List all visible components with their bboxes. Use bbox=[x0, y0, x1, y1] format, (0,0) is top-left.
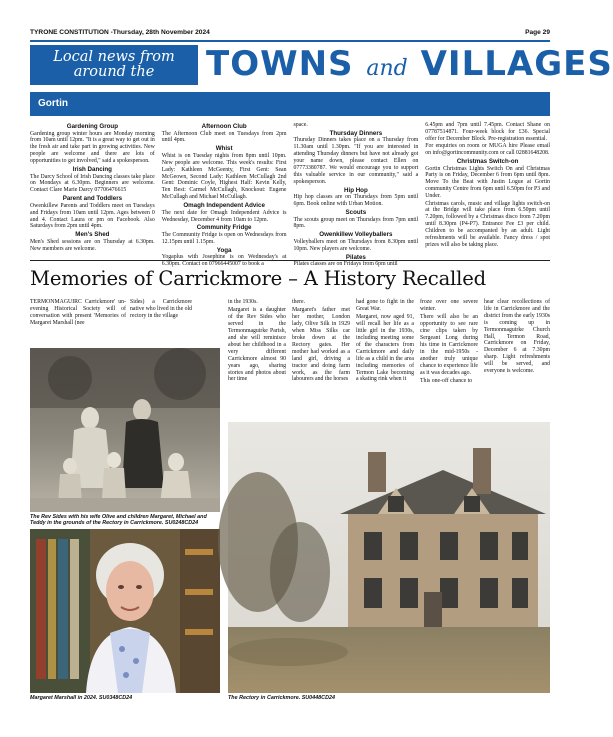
notice-heading: Pilates bbox=[345, 253, 366, 261]
story-text: There will also be an opportunity to see rare cine clips taken by Sergeant Long during his time in Carrickmore in the mid-1950s - another truly unique chance to experience life as it was decades ago. bbox=[420, 314, 478, 376]
notice-heading: Hip Hop bbox=[344, 186, 368, 194]
story-column-5 bbox=[356, 299, 414, 419]
rectory-photo-image bbox=[228, 422, 550, 693]
title-villages: VILLAGES bbox=[420, 44, 613, 84]
story-text: had gone to fight in the Great War. bbox=[356, 299, 414, 312]
story-text: froze over one severe winter. bbox=[420, 299, 478, 312]
rectory-photo-caption: The Rectory in Carrickmore. SU0448CD24 bbox=[228, 695, 335, 701]
portrait-photo-caption: Margaret Marshall in 2024. SU0348CD24 bbox=[30, 695, 133, 701]
notice-heading: Omagh Independent Advice bbox=[183, 202, 265, 210]
tagline-line-1: Local news from bbox=[53, 49, 175, 65]
paper-date-line: TYRONE CONSTITUTION -Thursday, 28th November 2024 bbox=[30, 28, 210, 36]
story-text: This one-off chance to bbox=[420, 377, 473, 384]
portrait-photo bbox=[30, 529, 220, 693]
notice-body: The scouts group meet on Thursdays from 7pm until 8pm. bbox=[293, 216, 419, 230]
section-bar-gortin: Gortin bbox=[30, 92, 550, 116]
notice-heading: Christmas Switch-on bbox=[456, 158, 519, 166]
notice-heading: Parent and Toddlers bbox=[62, 195, 123, 203]
notice-heading: Men's Shed bbox=[75, 231, 110, 239]
notice-heading: Scouts bbox=[345, 209, 367, 217]
running-head bbox=[30, 26, 550, 38]
tagline-line-2: around the bbox=[73, 64, 155, 80]
notice-body: The Community Fridge is open on Wednesdays from 12.15pm until 1.15pm. bbox=[161, 231, 287, 245]
notice-body: Hip hop classes are on Thursdays from 5pm until 6pm. Book online with Urban Motion. bbox=[293, 194, 419, 208]
notice-body: Men's Shed sessions are on Thursday at 6.30pm. New members are welcome. bbox=[30, 238, 155, 252]
story-text: hear clear recollections of life in Carrickmore and the district from the early 1930s is coming up in Termonmaguirke Church Hall, Termon Road, Carrickmore on Friday, December 6 at 7.30pm sharp. Light refreshments will be served, and everyone is welcome. bbox=[484, 299, 550, 375]
notice-heading: Afternoon Club bbox=[201, 123, 247, 130]
rectory-photo bbox=[228, 422, 550, 693]
story-text: in the 1930s. bbox=[228, 299, 258, 305]
notice-body: Pilates classes are on Fridays from 6pm until bbox=[293, 261, 398, 268]
story-column-7 bbox=[484, 299, 550, 419]
story-text: Margaret, now aged 91, will recall her life as a little girl in the 1930s, including meeting some of the characters from Carrickmore and daily life as a child in the area including memories of Termon Lake becoming a skating rink when it bbox=[356, 314, 414, 383]
notice-body: Christmas carols, music and village lights switch-on at the Bridge will take place from 6.50pm until 7.20pm, followed by a Christmas disco from 7.20pm until 8.30pm (P4-P7). Entrance Fee £3 per child. Children to be accompanied by an adult. Light refreshments will be available. Fancy dress / spot prizes will also be taking place. bbox=[425, 200, 550, 248]
notice-body: The Darcy School of Irish Dancing classes take place on Mondays at 6.30pm. Beginners are welcome. Contact Clare Marie Darcy 07706476615 bbox=[30, 173, 155, 194]
family-photo bbox=[30, 348, 220, 512]
story-column-4 bbox=[292, 299, 350, 419]
notice-heading: Yoga bbox=[216, 246, 232, 254]
notice-column-1 bbox=[30, 122, 155, 260]
page-number: Page 29 bbox=[525, 28, 550, 36]
story-text: Margaret's father met her mother, London lady, Olive Silk in 1929 when Miss Silks car broke down at the Rectory gates. Her mother had worked as a land girl, driving a tractor and doing farm work, as the farm labourers and the horses bbox=[292, 307, 350, 383]
notice-body: Whist is on Tuesday nights from 8pm until 10pm. New people are welcome. This week's results: First Lady: Kathleen McGeenty, First Gent: Sean McGeown, Second Lady: Kathleen McCullagh 2nd Gent: Dominic Coyle, Highest Half: Kevin Kelly, Ten Best: Carmel McCullagh, Knockout: Eugene McCullagh and Michael McCullagh. bbox=[161, 152, 287, 201]
article-headline: Memories of Carrickmore – A History Recalled bbox=[30, 260, 550, 296]
masthead-tagline bbox=[30, 45, 198, 85]
notice-heading: Owenkillew Volleyballers bbox=[319, 231, 393, 239]
notice-body: Gortin Christmas Lights Switch On and Christmas Party is on Friday, December 6 from 6pm until 8pm. Move To the Beat with Justin Logue at Gortin community Centre from 6pm until 6.50pm for P3 and Under. bbox=[425, 165, 550, 200]
story-text: there. bbox=[292, 299, 306, 305]
notice-body: space. bbox=[293, 122, 308, 128]
notice-column-3 bbox=[293, 122, 419, 268]
family-photo-image bbox=[30, 348, 220, 512]
notice-body: Yogaplus with Josephine is on Wednesday's at 6.30pm. Contact on 07966445007 to book a bbox=[161, 254, 287, 268]
title-towns: TOWNS bbox=[206, 44, 354, 84]
notice-body: 6.45pm and 7pm until 7.45pm. Contact Shane on 07787514871. Four-week block for £36. Special offer for December Block. Pre-registration essential. bbox=[425, 122, 550, 142]
notice-body: The Afternoon Club meet on Tuesdays from 2pm until 4pm. bbox=[161, 130, 287, 144]
notice-body: The next date for Omagh Independent Advice is Wednesday, December 4 from 10am to 12pm. bbox=[161, 209, 287, 223]
title-and: and bbox=[366, 56, 408, 81]
notice-body: For enquiries on room or MUGA hire Please email on info@gortincommunity.com or call 02881648208. bbox=[425, 143, 550, 157]
notice-heading: Irish Dancing bbox=[72, 166, 112, 174]
story-column-3 bbox=[228, 299, 286, 419]
portrait-photo-image bbox=[30, 529, 220, 693]
story-text: TERMONMAGUIRC Carrickmore' un-evening Historical Society will of conversation with present 'Memories of Margaret Marshall (nee bbox=[30, 299, 126, 326]
story-column-1 bbox=[30, 299, 126, 347]
notice-heading: Community Fridge bbox=[196, 224, 252, 232]
section-masthead bbox=[30, 40, 613, 88]
story-column-6 bbox=[420, 299, 478, 419]
notice-body: Gardening group winter hours are Monday morning from 10am until 12pm. "It is a great way to get out in the fresh air and take part in growing activities. New people are welcome and there are lots of opportunities to get involved," said a spokesperson. bbox=[30, 130, 155, 165]
story-text: Sides) a Carrickmore native who lived in the old rectory in the village bbox=[130, 299, 192, 319]
notices-columns bbox=[30, 122, 550, 268]
notice-heading: Thursday Dinners bbox=[329, 129, 383, 137]
notice-body: Thursday Dinners takes place on a Thursday from 11.30am until 1.30pm. "If you are interested in attending Thursday dinners but have not already got your name down, please contact Ellen on 07773380787. We would encourage you to support this valuable service in our community," said a spokesperson. bbox=[293, 137, 419, 185]
family-photo-caption: The Rev Sides with his wife Olive and children Margaret, Michael and Teddy in the grounds of the Rectory in Carrickmore. SU0248CD24 bbox=[30, 514, 207, 527]
notice-column-2 bbox=[161, 122, 287, 268]
notice-body: Volleyballers meet on Thursdays from 8.30pm until 10pm. New players are welcome. bbox=[293, 238, 419, 252]
notice-body: Owenkillew Parents and Toddlers meet on Tuesdays and Fridays from 10am until 12pm. Ages between 0 and 4. Contact Laura or pm on Facebook. Also Saturdays from 2pm until 4pm. bbox=[30, 202, 155, 230]
notice-column-4 bbox=[425, 122, 550, 260]
notice-heading: Whist bbox=[215, 145, 233, 153]
story-text: Margaret is a daughter of the Rev Sides who served in the Termonmaguirke Parish, and she will reminisce about her childhood in a very different Carrickmore almost 90 years ago, sharing stories and photos about her time bbox=[228, 307, 286, 383]
masthead-title bbox=[206, 41, 613, 87]
notice-heading: Gardening Group bbox=[66, 123, 118, 130]
story-column-2 bbox=[130, 299, 192, 347]
